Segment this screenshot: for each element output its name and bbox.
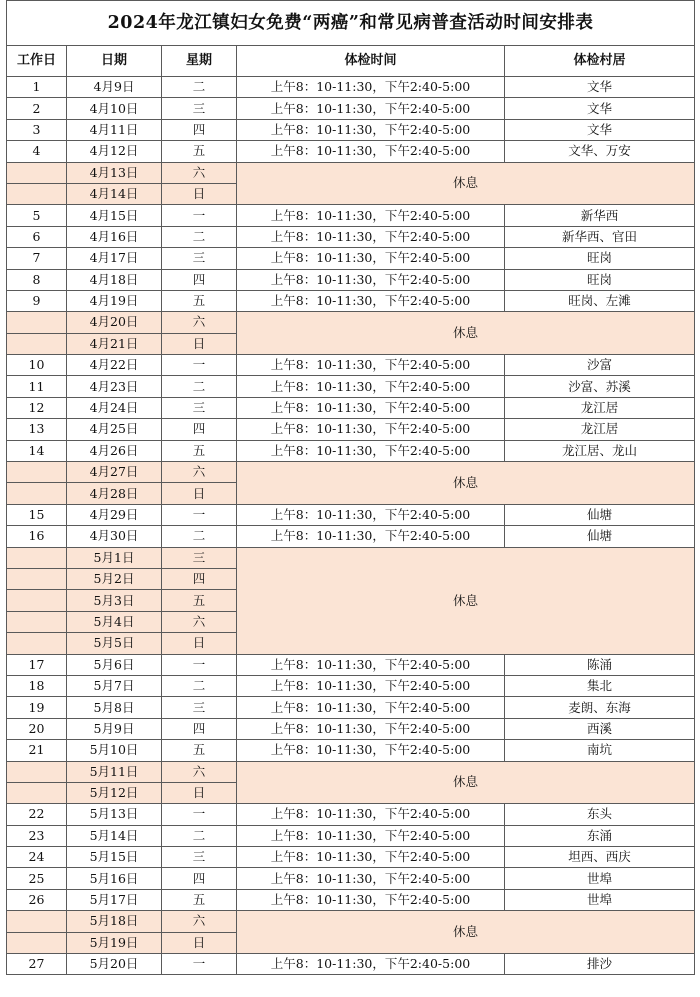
weekday-cell: 三	[162, 248, 237, 269]
date-cell: 4月24日	[67, 397, 162, 418]
workday-number: 27	[7, 954, 67, 975]
rest-weekday-cell: 日	[162, 932, 237, 953]
date-cell: 4月9日	[67, 77, 162, 98]
schedule-row	[7, 504, 695, 525]
workday-number: 18	[7, 675, 67, 696]
header-exam-time: 体检时间	[237, 46, 505, 77]
rest-workday-cell	[7, 932, 67, 953]
date-cell: 5月14日	[67, 825, 162, 846]
village-cell: 沙富	[505, 355, 695, 376]
exam-time-cell: 上午8：10-11:30，下午2:40-5:00	[237, 77, 505, 98]
exam-time-cell: 上午8：10-11:30，下午2:40-5:00	[237, 440, 505, 461]
rest-workday-cell	[7, 483, 67, 504]
exam-time-cell: 上午8：10-11:30，下午2:40-5:00	[237, 419, 505, 440]
rest-date-cell: 5月5日	[67, 633, 162, 654]
workday-number: 17	[7, 654, 67, 675]
village-cell: 麦朗、东海	[505, 697, 695, 718]
schedule-row	[7, 248, 695, 269]
weekday-cell: 二	[162, 675, 237, 696]
exam-time-cell: 上午8：10-11:30，下午2:40-5:00	[237, 675, 505, 696]
rest-row	[7, 911, 695, 932]
date-cell: 4月12日	[67, 141, 162, 162]
date-cell: 5月8日	[67, 697, 162, 718]
schedule-row	[7, 804, 695, 825]
page-title: 2024年龙江镇妇女免费“两癌”和常见病普查活动时间安排表	[7, 1, 695, 46]
rest-date-cell: 4月13日	[67, 162, 162, 183]
rest-date-cell: 5月12日	[67, 782, 162, 803]
weekday-cell: 五	[162, 440, 237, 461]
workday-number: 21	[7, 740, 67, 761]
rest-label: 休息	[237, 547, 695, 654]
schedule-body	[7, 1, 695, 975]
date-cell: 5月16日	[67, 868, 162, 889]
date-cell: 5月20日	[67, 954, 162, 975]
workday-number: 16	[7, 526, 67, 547]
village-cell: 排沙	[505, 954, 695, 975]
workday-number: 5	[7, 205, 67, 226]
exam-time-cell: 上午8：10-11:30，下午2:40-5:00	[237, 290, 505, 311]
exam-time-cell: 上午8：10-11:30，下午2:40-5:00	[237, 141, 505, 162]
workday-number: 20	[7, 718, 67, 739]
date-cell: 4月15日	[67, 205, 162, 226]
weekday-cell: 五	[162, 740, 237, 761]
village-cell: 东涌	[505, 825, 695, 846]
schedule-row	[7, 825, 695, 846]
exam-time-cell: 上午8：10-11:30，下午2:40-5:00	[237, 889, 505, 910]
village-cell: 旺岗	[505, 269, 695, 290]
date-cell: 4月25日	[67, 419, 162, 440]
date-cell: 4月30日	[67, 526, 162, 547]
date-cell: 5月15日	[67, 847, 162, 868]
date-cell: 4月18日	[67, 269, 162, 290]
exam-time-cell: 上午8：10-11:30，下午2:40-5:00	[237, 954, 505, 975]
rest-label: 休息	[237, 162, 695, 205]
rest-date-cell: 4月21日	[67, 333, 162, 354]
rest-row	[7, 462, 695, 483]
workday-number: 22	[7, 804, 67, 825]
village-cell: 旺岗	[505, 248, 695, 269]
schedule-row	[7, 419, 695, 440]
exam-time-cell: 上午8：10-11:30，下午2:40-5:00	[237, 269, 505, 290]
schedule-row	[7, 675, 695, 696]
workday-number: 13	[7, 419, 67, 440]
schedule-row	[7, 740, 695, 761]
date-cell: 4月23日	[67, 376, 162, 397]
rest-weekday-cell: 六	[162, 611, 237, 632]
rest-row	[7, 312, 695, 333]
rest-date-cell: 4月14日	[67, 183, 162, 204]
schedule-row	[7, 141, 695, 162]
weekday-cell: 五	[162, 141, 237, 162]
workday-number: 10	[7, 355, 67, 376]
date-cell: 5月17日	[67, 889, 162, 910]
weekday-cell: 四	[162, 718, 237, 739]
weekday-cell: 四	[162, 868, 237, 889]
exam-time-cell: 上午8：10-11:30，下午2:40-5:00	[237, 526, 505, 547]
header-village: 体检村居	[505, 46, 695, 77]
weekday-cell: 二	[162, 226, 237, 247]
schedule-row	[7, 654, 695, 675]
schedule-row	[7, 269, 695, 290]
exam-time-cell: 上午8：10-11:30，下午2:40-5:00	[237, 868, 505, 889]
weekday-cell: 三	[162, 847, 237, 868]
village-cell: 新华西	[505, 205, 695, 226]
village-cell: 陈涌	[505, 654, 695, 675]
village-cell: 文华	[505, 98, 695, 119]
rest-date-cell: 5月11日	[67, 761, 162, 782]
schedule-row	[7, 98, 695, 119]
rest-label: 休息	[237, 911, 695, 954]
schedule-row	[7, 718, 695, 739]
village-cell: 龙江居、龙山	[505, 440, 695, 461]
header-workday: 工作日	[7, 46, 67, 77]
rest-row	[7, 162, 695, 183]
rest-weekday-cell: 六	[162, 462, 237, 483]
weekday-cell: 一	[162, 654, 237, 675]
village-cell: 仙塘	[505, 504, 695, 525]
village-cell: 世埠	[505, 889, 695, 910]
exam-time-cell: 上午8：10-11:30，下午2:40-5:00	[237, 376, 505, 397]
workday-number: 23	[7, 825, 67, 846]
rest-date-cell: 5月18日	[67, 911, 162, 932]
village-cell: 沙富、苏溪	[505, 376, 695, 397]
exam-time-cell: 上午8：10-11:30，下午2:40-5:00	[237, 804, 505, 825]
weekday-cell: 一	[162, 954, 237, 975]
date-cell: 5月9日	[67, 718, 162, 739]
weekday-cell: 一	[162, 355, 237, 376]
exam-time-cell: 上午8：10-11:30，下午2:40-5:00	[237, 119, 505, 140]
date-cell: 5月13日	[67, 804, 162, 825]
village-cell: 文华	[505, 77, 695, 98]
schedule-row	[7, 697, 695, 718]
rest-weekday-cell: 六	[162, 911, 237, 932]
rest-date-cell: 4月20日	[67, 312, 162, 333]
village-cell: 新华西、官田	[505, 226, 695, 247]
rest-date-cell: 5月1日	[67, 547, 162, 568]
exam-time-cell: 上午8：10-11:30，下午2:40-5:00	[237, 740, 505, 761]
schedule-row	[7, 355, 695, 376]
rest-weekday-cell: 日	[162, 183, 237, 204]
weekday-cell: 二	[162, 376, 237, 397]
village-cell: 龙江居	[505, 419, 695, 440]
exam-time-cell: 上午8：10-11:30，下午2:40-5:00	[237, 718, 505, 739]
weekday-cell: 一	[162, 504, 237, 525]
exam-time-cell: 上午8：10-11:30，下午2:40-5:00	[237, 654, 505, 675]
date-cell: 4月16日	[67, 226, 162, 247]
workday-number: 6	[7, 226, 67, 247]
exam-time-cell: 上午8：10-11:30，下午2:40-5:00	[237, 355, 505, 376]
schedule-row	[7, 526, 695, 547]
date-cell: 4月29日	[67, 504, 162, 525]
rest-label: 休息	[237, 312, 695, 355]
date-cell: 4月26日	[67, 440, 162, 461]
rest-weekday-cell: 四	[162, 568, 237, 589]
weekday-cell: 二	[162, 77, 237, 98]
rest-row	[7, 547, 695, 568]
schedule-row	[7, 77, 695, 98]
rest-weekday-cell: 六	[162, 761, 237, 782]
rest-workday-cell	[7, 782, 67, 803]
rest-workday-cell	[7, 312, 67, 333]
rest-weekday-cell: 五	[162, 590, 237, 611]
weekday-cell: 五	[162, 290, 237, 311]
rest-workday-cell	[7, 333, 67, 354]
weekday-cell: 一	[162, 804, 237, 825]
rest-date-cell: 5月4日	[67, 611, 162, 632]
workday-number: 7	[7, 248, 67, 269]
rest-workday-cell	[7, 633, 67, 654]
workday-number: 15	[7, 504, 67, 525]
exam-time-cell: 上午8：10-11:30，下午2:40-5:00	[237, 697, 505, 718]
rest-workday-cell	[7, 590, 67, 611]
workday-number: 25	[7, 868, 67, 889]
workday-number: 4	[7, 141, 67, 162]
date-cell: 4月10日	[67, 98, 162, 119]
village-cell: 南坑	[505, 740, 695, 761]
workday-number: 19	[7, 697, 67, 718]
weekday-cell: 四	[162, 119, 237, 140]
workday-number: 12	[7, 397, 67, 418]
rest-workday-cell	[7, 761, 67, 782]
date-cell: 4月19日	[67, 290, 162, 311]
workday-number: 3	[7, 119, 67, 140]
date-cell: 4月17日	[67, 248, 162, 269]
rest-workday-cell	[7, 462, 67, 483]
weekday-cell: 四	[162, 269, 237, 290]
rest-label: 休息	[237, 462, 695, 505]
workday-number: 26	[7, 889, 67, 910]
schedule-row	[7, 868, 695, 889]
workday-number: 1	[7, 77, 67, 98]
exam-time-cell: 上午8：10-11:30，下午2:40-5:00	[237, 825, 505, 846]
schedule-row	[7, 847, 695, 868]
weekday-cell: 二	[162, 825, 237, 846]
village-cell: 世埠	[505, 868, 695, 889]
rest-row	[7, 761, 695, 782]
village-cell: 东头	[505, 804, 695, 825]
weekday-cell: 三	[162, 98, 237, 119]
weekday-cell: 一	[162, 205, 237, 226]
workday-number: 8	[7, 269, 67, 290]
header-date: 日期	[67, 46, 162, 77]
workday-number: 2	[7, 98, 67, 119]
date-cell: 4月22日	[67, 355, 162, 376]
rest-date-cell: 5月19日	[67, 932, 162, 953]
exam-time-cell: 上午8：10-11:30，下午2:40-5:00	[237, 397, 505, 418]
rest-workday-cell	[7, 547, 67, 568]
rest-date-cell: 4月28日	[67, 483, 162, 504]
rest-weekday-cell: 三	[162, 547, 237, 568]
weekday-cell: 四	[162, 419, 237, 440]
rest-date-cell: 5月2日	[67, 568, 162, 589]
village-cell: 文华	[505, 119, 695, 140]
schedule-row	[7, 205, 695, 226]
rest-workday-cell	[7, 162, 67, 183]
exam-time-cell: 上午8：10-11:30，下午2:40-5:00	[237, 98, 505, 119]
schedule-row	[7, 440, 695, 461]
exam-time-cell: 上午8：10-11:30，下午2:40-5:00	[237, 847, 505, 868]
schedule-row	[7, 397, 695, 418]
schedule-row	[7, 889, 695, 910]
date-cell: 5月7日	[67, 675, 162, 696]
header-row	[7, 46, 695, 77]
workday-number: 11	[7, 376, 67, 397]
header-weekday: 星期	[162, 46, 237, 77]
exam-time-cell: 上午8：10-11:30，下午2:40-5:00	[237, 504, 505, 525]
rest-weekday-cell: 日	[162, 483, 237, 504]
date-cell: 5月6日	[67, 654, 162, 675]
rest-label: 休息	[237, 761, 695, 804]
workday-number: 14	[7, 440, 67, 461]
date-cell: 4月11日	[67, 119, 162, 140]
village-cell: 坦西、西庆	[505, 847, 695, 868]
rest-workday-cell	[7, 911, 67, 932]
exam-time-cell: 上午8：10-11:30，下午2:40-5:00	[237, 226, 505, 247]
rest-workday-cell	[7, 183, 67, 204]
rest-weekday-cell: 六	[162, 162, 237, 183]
rest-date-cell: 5月3日	[67, 590, 162, 611]
village-cell: 龙江居	[505, 397, 695, 418]
village-cell: 文华、万安	[505, 141, 695, 162]
weekday-cell: 五	[162, 889, 237, 910]
title-row	[7, 1, 695, 46]
village-cell: 仙塘	[505, 526, 695, 547]
exam-time-cell: 上午8：10-11:30，下午2:40-5:00	[237, 248, 505, 269]
schedule-row	[7, 119, 695, 140]
weekday-cell: 三	[162, 697, 237, 718]
rest-workday-cell	[7, 568, 67, 589]
exam-time-cell: 上午8：10-11:30，下午2:40-5:00	[237, 205, 505, 226]
schedule-row	[7, 290, 695, 311]
rest-date-cell: 4月27日	[67, 462, 162, 483]
village-cell: 西溪	[505, 718, 695, 739]
rest-weekday-cell: 六	[162, 312, 237, 333]
rest-weekday-cell: 日	[162, 633, 237, 654]
schedule-row	[7, 954, 695, 975]
village-cell: 旺岗、左滩	[505, 290, 695, 311]
weekday-cell: 三	[162, 397, 237, 418]
workday-number: 24	[7, 847, 67, 868]
rest-workday-cell	[7, 611, 67, 632]
rest-weekday-cell: 日	[162, 782, 237, 803]
schedule-row	[7, 376, 695, 397]
village-cell: 集北	[505, 675, 695, 696]
schedule-table	[6, 0, 695, 975]
schedule-row	[7, 226, 695, 247]
weekday-cell: 二	[162, 526, 237, 547]
rest-weekday-cell: 日	[162, 333, 237, 354]
date-cell: 5月10日	[67, 740, 162, 761]
workday-number: 9	[7, 290, 67, 311]
